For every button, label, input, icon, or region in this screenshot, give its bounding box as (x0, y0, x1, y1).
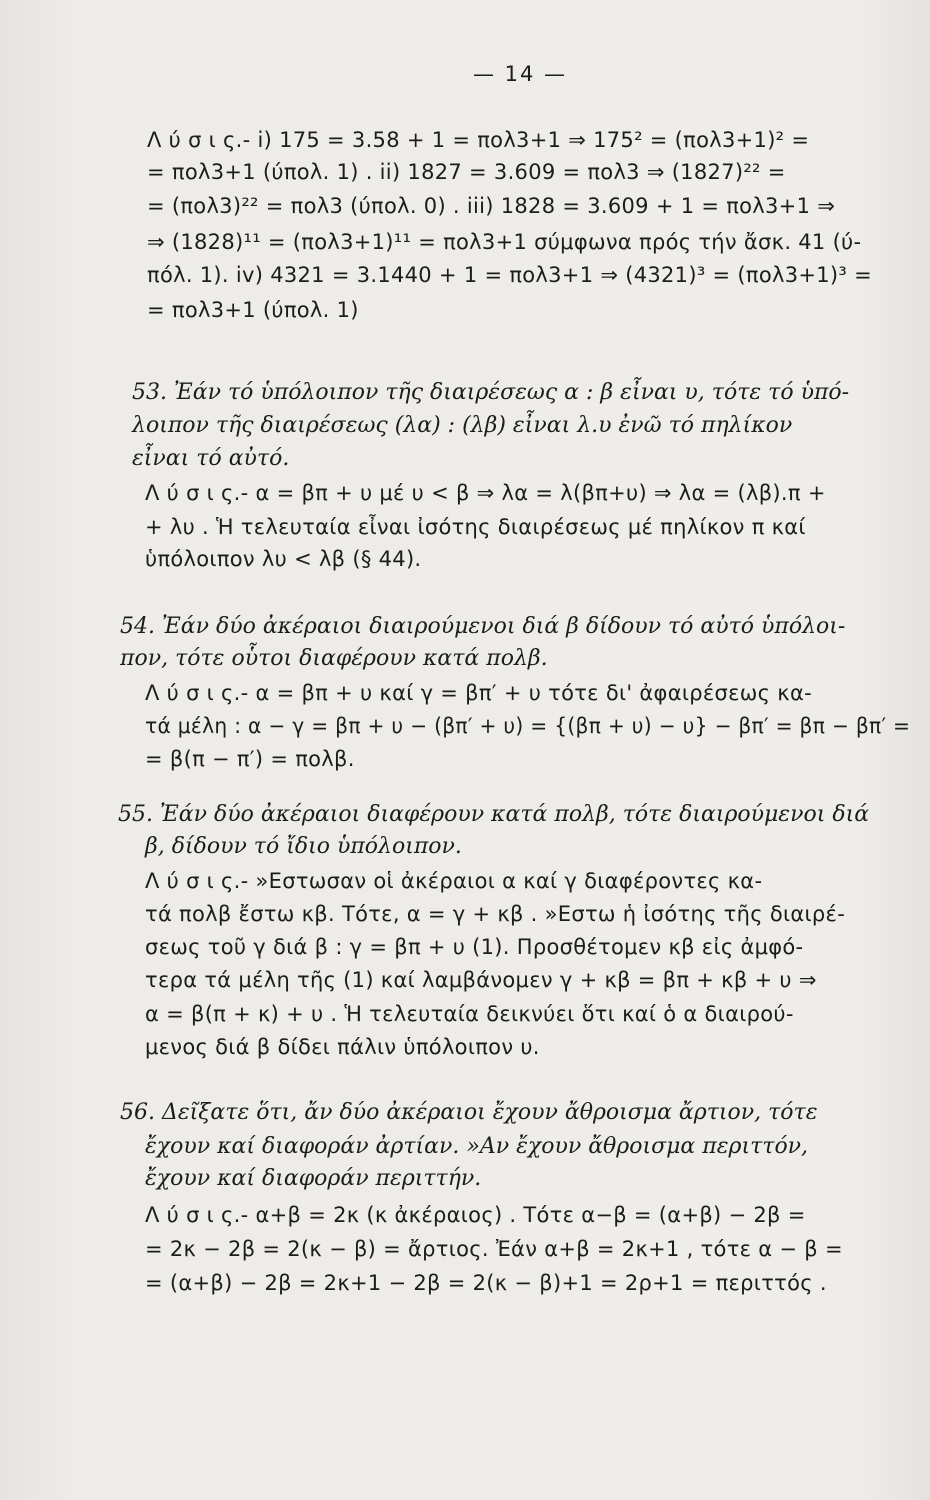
text-line: πόλ. 1). iv) 4321 = 3.1440 + 1 = πολ3+1 ⇒ (4321)³ = (πολ3+1)³ = (147, 263, 873, 287)
problem-statement-line: πον, τότε οὗτοι διαφέρουν κατά πολβ. (120, 646, 548, 671)
problem-statement-line: ἔχουν καί διαφοράν ἀρτίαν. »Αν ἔχουν ἄθροισμα περιττόν, (145, 1134, 809, 1159)
text-line: τά μέλη : α − γ = βπ + υ − (βπ′ + υ) = {(βπ + υ) − υ} − βπ′ = βπ − βπ′ = (145, 714, 911, 738)
problem-statement-line: λοιπον τῆς διαιρέσεως (λα) : (λβ) εἶναι λ.υ ἐνῶ τό πηλίκον (132, 413, 793, 438)
text-line: = (α+β) − 2β = 2κ+1 − 2β = 2(κ − β)+1 = 2ρ+1 = περιττός . (145, 1271, 827, 1295)
text-line: σεως τοῦ γ διά β : γ = βπ + υ (1). Προσθέτομεν κβ εἰς ἀμφό- (145, 935, 804, 959)
text-line: Λ ύ σ ι ς.- »Εστωσαν οἱ ἀκέραιοι α καί γ διαφέροντες κα- (145, 869, 763, 893)
text-line: ὑπόλοιπον λυ < λβ (§ 44). (145, 547, 422, 571)
text-line: τερα τά μέλη τῆς (1) καί λαμβάνομεν γ + κβ = βπ + κβ + υ ⇒ (145, 968, 817, 992)
text-line: + λυ . Ἡ τελευταία εἶναι ἰσότης διαιρέσεως μέ πηλίκον π καί (145, 515, 806, 539)
text-line: α = β(π + κ) + υ . Ἡ τελευταία δεικνύει ὅτι καί ὁ α διαιρού- (145, 1002, 794, 1026)
problem-statement-line: ἔχουν καί διαφοράν περιττήν. (145, 1166, 482, 1191)
problem-statement-line: β, δίδουν τό ἴδιο ὑπόλοιπον. (145, 834, 462, 859)
text-line: = (πολ3)²² = πολ3 (ύπολ. 0) . iii) 1828 = 3.609 + 1 = πολ3+1 ⇒ (147, 194, 836, 218)
text-line: μενος διά β δίδει πάλιν ὑπόλοιπον υ. (145, 1035, 540, 1059)
text-line: ⇒ (1828)¹¹ = (πολ3+1)¹¹ = πολ3+1 σύμφωνα πρός τήν ἄσκ. 41 (ύ- (147, 230, 862, 254)
text-line: = β(π − π′) = πολβ. (145, 747, 355, 771)
problem-statement-line: 55. Ἐάν δύο ἀκέραιοι διαφέρουν κατά πολβ, τότε διαιρούμενοι διά (118, 802, 870, 827)
text-line: Λ ύ σ ι ς.- α = βπ + υ καί γ = βπ′ + υ τότε δι' ἀφαιρέσεως κα- (145, 681, 812, 705)
problem-statement-line: 56. Δεῖξατε ὅτι, ἄν δύο ἀκέραιοι ἔχουν ἄθροισμα ἄρτιον, τότε (120, 1100, 818, 1125)
text-line: = πολ3+1 (ύπολ. 1) (147, 298, 359, 322)
page-number: — 14 — (472, 62, 568, 86)
problem-statement-line: εἶναι τό αὐτό. (132, 446, 290, 471)
text-line: = πολ3+1 (ύπολ. 1) . ii) 1827 = 3.609 = πολ3 ⇒ (1827)²² = (147, 160, 786, 184)
text-line: Λ ύ σ ι ς.- α+β = 2κ (κ ἀκέραιος) . Τότε α−β = (α+β) − 2β = (145, 1203, 806, 1227)
problem-statement-line: 54. Ἐάν δύο ἀκέραιοι διαιρούμενοι διά β δίδουν τό αὐτό ὑπόλοι- (120, 614, 846, 639)
text-line: Λ ύ σ ι ς.- α = βπ + υ μέ υ < β ⇒ λα = λ(βπ+υ) ⇒ λα = (λβ).π + (145, 481, 826, 505)
text-line: Λ ύ σ ι ς.- i) 175 = 3.58 + 1 = πολ3+1 ⇒ 175² = (πολ3+1)² = (147, 128, 810, 152)
text-line: = 2κ − 2β = 2(κ − β) = ἄρτιος. Ἐάν α+β = 2κ+1 , τότε α − β = (145, 1237, 843, 1261)
problem-statement-line: 53. Ἐάν τό ὑπόλοιπον τῆς διαιρέσεως α : β εἶναι υ, τότε τό ὑπό- (132, 380, 850, 405)
text-line: τά πολβ ἔστω κβ. Τότε, α = γ + κβ . »Εστω ἡ ἰσότης τῆς διαιρέ- (145, 902, 846, 926)
